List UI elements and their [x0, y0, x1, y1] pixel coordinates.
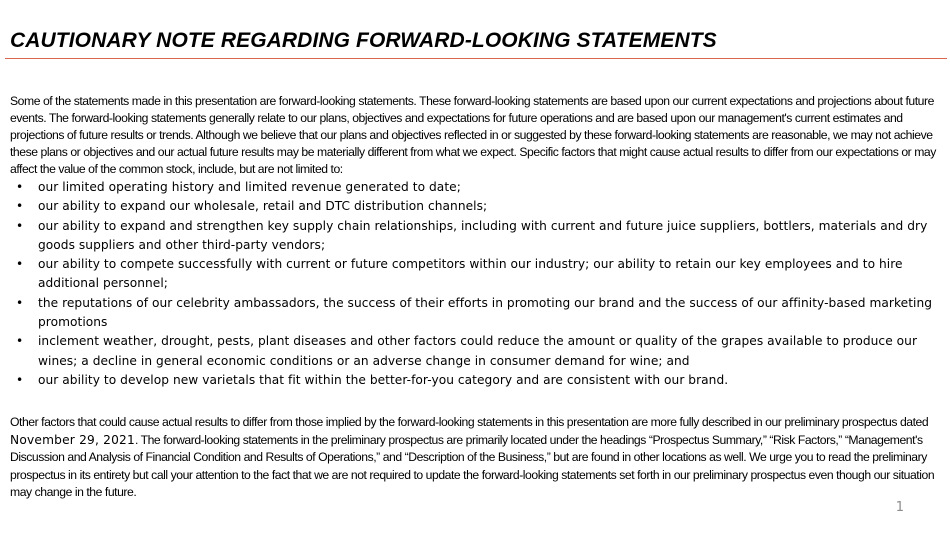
bullet-icon: •	[16, 180, 24, 194]
list-item	[10, 217, 940, 256]
list-item	[10, 197, 940, 216]
outro-paragraph	[10, 414, 940, 502]
page-title: CAUTIONARY NOTE REGARDING FORWARD-LOOKING STATEMENTS	[10, 29, 717, 52]
list-item	[10, 255, 940, 294]
list-item-text: our ability to compete successfully with current or future competitors within our industry; our ability to retain our key employees and to hire additional personnel;	[38, 257, 903, 291]
bullet-icon: •	[16, 372, 24, 387]
bullet-icon: •	[16, 334, 24, 349]
list-item	[10, 294, 940, 333]
intro-paragraph: Some of the statements made in this presentation are forward-looking statements. These forward-looking statements are based upon our current expectations and projections about future events. The forward-looking statements generally relate to our plans, objectives and expectations for future operations and are based upon our management's current estimates and projections of future results or trends. Although we believe that our plans and objectives reflected in or suggested by these forward-looking statements are reasonable, we may not achieve these plans or objectives and our actual future results may be materially different from what we expect. Specific factors that might cause actual results to differ from our expectations or may affect the value of the common stock, include, but are not limited to:	[10, 94, 936, 176]
outro-text-end: . The forward-looking statements in the preliminary prospectus are primarily located under the headings “Prospectus Summary,” “Risk Factors,” “Management's Discussion and Analysis of Financial Condition and Results of Operations,” and “Description of the Business,” but are found in other locations as well. We urge you to read the preliminary prospectus in its entirety but call your attention to the fact that we are not required to update the forward-looking statements set forth in our preliminary prospectus even though our situation may change in the future.	[10, 432, 935, 500]
outro-text-start: Other factors that could cause actual results to differ from those implied by the forward-looking statements in this presentation are more fully described in our preliminary prospectus dated	[10, 415, 929, 429]
page-number: 1	[895, 500, 904, 515]
bullet-icon: •	[16, 218, 24, 233]
list-item	[10, 332, 940, 371]
list-item	[10, 371, 940, 390]
list-item-text: our ability to expand and strengthen key supply chain relationships, including with current and future juice suppliers, bottlers, materials and dry goods suppliers and other third-party vendors;	[38, 218, 928, 252]
list-item-text: our ability to expand our wholesale, retail and DTC distribution channels;	[38, 199, 488, 214]
prospectus-date: November 29, 2021	[10, 432, 135, 447]
list-item	[10, 178, 940, 197]
bullet-icon: •	[16, 257, 24, 272]
risk-factor-list	[10, 178, 940, 390]
list-item-text: our ability to develop new varietals that fit within the better-for-you category and are consistent with our brand.	[38, 372, 729, 387]
list-item-text: our limited operating history and limited revenue generated to date;	[38, 180, 461, 194]
list-item-text: inclement weather, drought, pests, plant diseases and other factors could reduce the amount or quality of the grapes available to produce our wines; a decline in general economic conditions or an adverse change in consumer demand for wine; and	[38, 334, 918, 368]
list-item-text: the reputations of our celebrity ambassadors, the success of their efforts in promoting our brand and the success of our affinity-based marketing promotions	[38, 295, 933, 330]
bullet-icon: •	[16, 199, 24, 214]
title-divider	[5, 58, 947, 59]
bullet-icon: •	[16, 295, 24, 310]
